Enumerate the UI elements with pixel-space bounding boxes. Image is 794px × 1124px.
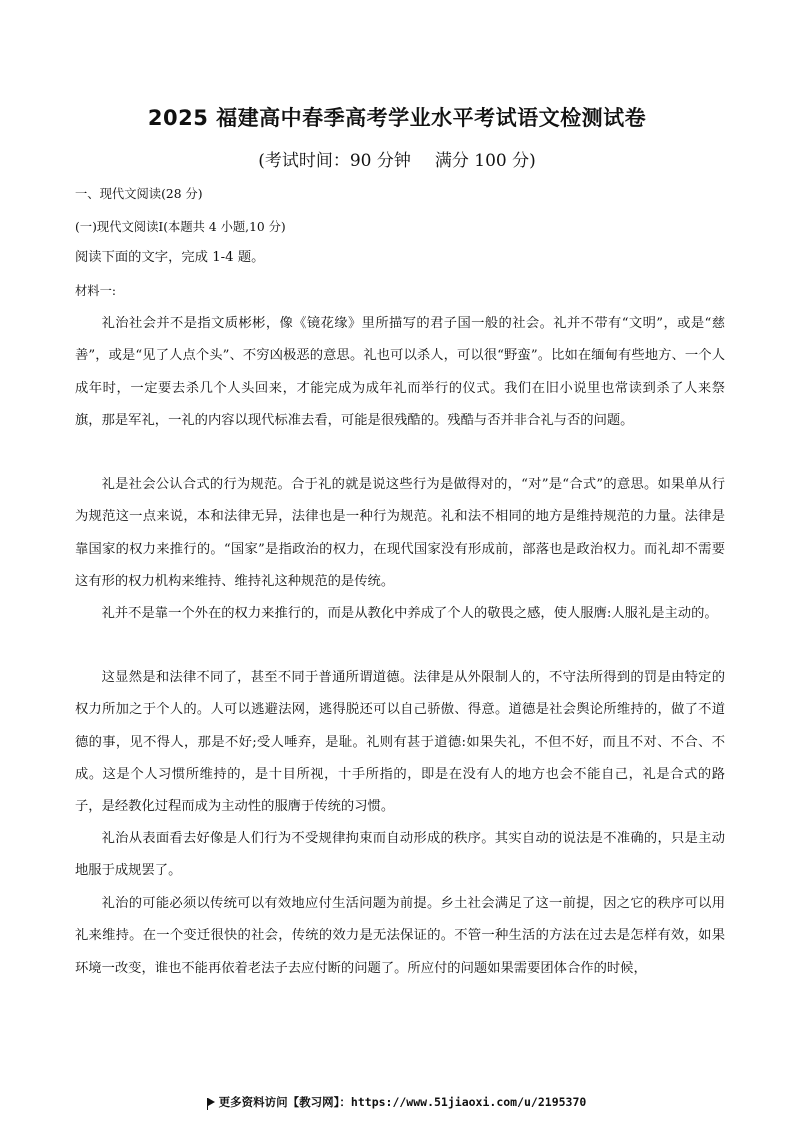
exam-time: (考试时间：90 分钟 [258, 151, 411, 171]
exam-score: 满分 100 分) [434, 151, 536, 171]
paragraph-6: 礼治的可能必须以传统可以有效地应付生活问题为前提。乡土社会满足了这一前提，因之它的秩序可以用礼来维持。在一个变迁很快的社会，传统的效力是无法保证的。不管一种生活的方法在过去是怎样有效，如果环境一改变，谁也不能再依着老法子去应付断的问题了。所应付的问题如果需要团体合作的时候， [75, 896, 725, 976]
paragraph-5: 礼治从表面看去好像是人们行为不受规律拘束而自动形成的秩序。其实自动的说法是不准确的，只是主动地服于成规罢了。 [75, 831, 725, 879]
reading-instruction: 阅读下面的文字，完成 1-4 题。 [75, 250, 265, 265]
paragraph-2: 礼是社会公认合式的行为规范。合于礼的就是说这些行为是做得对的，“对”是“合式”的意思。如果单从行为规范这一点来说，本和法律无异，法律也是一种行为规范。礼和法不相同的地方是维持规范的力量。法律是靠国家的权力来推行的。“国家”是指政治的权力，在现代国家没有形成前，部落也是政治权力。而礼却不需要这有形的权力机构来维持、维持礼这种规范的是传统。 [75, 477, 725, 589]
paragraph-4: 这显然是和法律不同了，甚至不同于普通所谓道德。法律是从外限制人的，不守法所得到的罚是由特定的权力所加之于个人的。人可以逃避法网，逃得脱还可以自己骄傲、得意。道德是社会舆论所维持的，做了不道德的事，见不得人，那是不好;受人唾弃，是耻。礼则有甚于道德:如果失礼，不但不好，而且不对、不合、不成。这是个人习惯所维持的，是十目所视，十手所指的，即是在没有人的地方也会不能自己，礼是合式的路子，是经教化过程而成为主动性的服膺于传统的习惯。 [75, 670, 725, 815]
material-label: 材料一: [75, 284, 117, 298]
exam-subtitle [0, 146, 794, 171]
footer-link[interactable] [0, 1094, 794, 1110]
flag-icon [208, 1098, 215, 1106]
footer-text[interactable]: 更多资料访问【教习网】：https://www.51jiaoxi.com/u/2195370 [218, 1095, 587, 1109]
subsection-heading: (一)现代文阅读Ⅰ(本题共 4 小题,10 分) [75, 220, 286, 234]
paragraph-1: 礼治社会并不是指文质彬彬，像《镜花缘》里所描写的君子国一般的社会。礼并不带有“文明”，或是“慈善”，或是“见了人点个头”、不穷凶极恶的意思。礼也可以杀人，可以很“野蛮”。比如在缅甸有些地方、一个人成年时，一定要去杀几个人头回来，才能完成为成年礼而举行的仪式。我们在旧小说里也常读到杀了人来祭旗，那是军礼，一礼的内容以现代标准去看，可能是很残酷的。残酷与否并非合礼与否的问题。 [75, 316, 725, 428]
paragraph-3: 礼并不是靠一个外在的权力来推行的，而是从教化中养成了个人的敬畏之感，使人服膺:人服礼是主动的。 [101, 606, 718, 621]
section-heading: 一、现代文阅读(28 分) [75, 187, 203, 201]
exam-title: 2025 福建高中春季高考学业水平考试语文检测试卷 [147, 106, 647, 130]
